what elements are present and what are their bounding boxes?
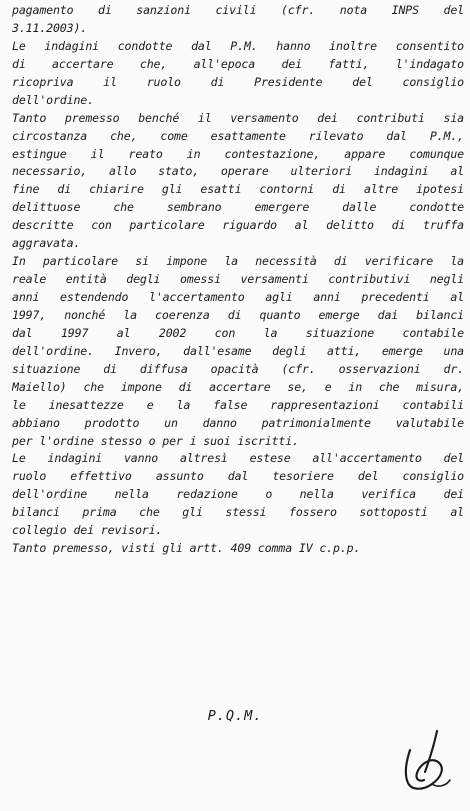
text-line: In particolare si impone la necessità di verificare la xyxy=(12,254,464,269)
text-line: Le indagini vanno altresì estese all'accertamento del xyxy=(12,451,464,466)
text-line: Tanto premesso benché il versamento dei contributi sia xyxy=(12,110,464,125)
text-line: pagamento di sanzioni civili (cfr. nota INPS del xyxy=(12,3,464,17)
text-line: fine di chiarire gli esatti contorni di altre ipotesi xyxy=(12,182,464,197)
text-line: ricopriva il ruolo di Presidente del consiglio xyxy=(12,74,464,89)
text-line: di accertare che, all'epoca dei fatti, l'indagato xyxy=(12,56,464,71)
text-line: delittuose che sembrano emergere dalle condotte xyxy=(12,200,464,215)
text-line: le inesattezze e la false rappresentazioni contabili xyxy=(12,397,464,412)
text-line: dal 1997 al 2002 con la situazione contabile xyxy=(12,325,464,340)
text-line: necessario, allo stato, operare ulteriori indagini al xyxy=(12,164,464,179)
text-line: 3.11.2003). xyxy=(12,20,88,35)
text-line: Maiello) che impone di accertare se, e in che misura, xyxy=(12,379,464,394)
text-line: collegio dei revisori. xyxy=(12,523,163,538)
text-line: aggravata. xyxy=(12,236,81,251)
text-line: dell'ordine. Invero, dall'esame degli atti, emerge una xyxy=(12,343,464,358)
text-line: reale entità degli omessi versamenti contributivi negli xyxy=(12,272,464,287)
text-line: dell'ordine nella redazione o nella verifica dei xyxy=(12,487,464,502)
text-line: descritte con particolare riguardo al delitto di truffa xyxy=(12,218,464,233)
text-line: situazione di diffusa opacità (cfr. osservazioni dr. xyxy=(12,361,464,376)
text-line: abbiano prodotto un danno patrimonialmente valutabile xyxy=(12,415,464,430)
closing-heading: P.Q.M. xyxy=(207,708,263,724)
text-line: Le indagini condotte dal P.M. hanno inoltre consentito xyxy=(12,38,464,53)
text-line: Tanto premesso, visti gli artt. 409 comma IV c.p.p. xyxy=(12,541,361,556)
text-line: circostanza che, come esattamente rilevato dal P.M., xyxy=(12,128,464,143)
text-line: 1997, nonché la coerenza di quanto emerge dai bilanci xyxy=(12,307,464,322)
handwritten-signature xyxy=(396,728,454,794)
text-line: dell'ordine. xyxy=(12,92,94,107)
text-line: per l'ordine stesso o per i suoi iscritti. xyxy=(12,433,299,448)
text-line: estingue il reato in contestazione, appare comunque xyxy=(12,146,464,161)
text-line: anni estendendo l'accertamento agli anni precedenti al xyxy=(12,290,464,304)
text-line: ruolo effettivo assunto dal tesoriere del consiglio xyxy=(12,469,464,484)
text-line: bilanci prima che gli stessi fossero sottoposti al xyxy=(12,505,464,520)
document-body xyxy=(12,2,464,558)
